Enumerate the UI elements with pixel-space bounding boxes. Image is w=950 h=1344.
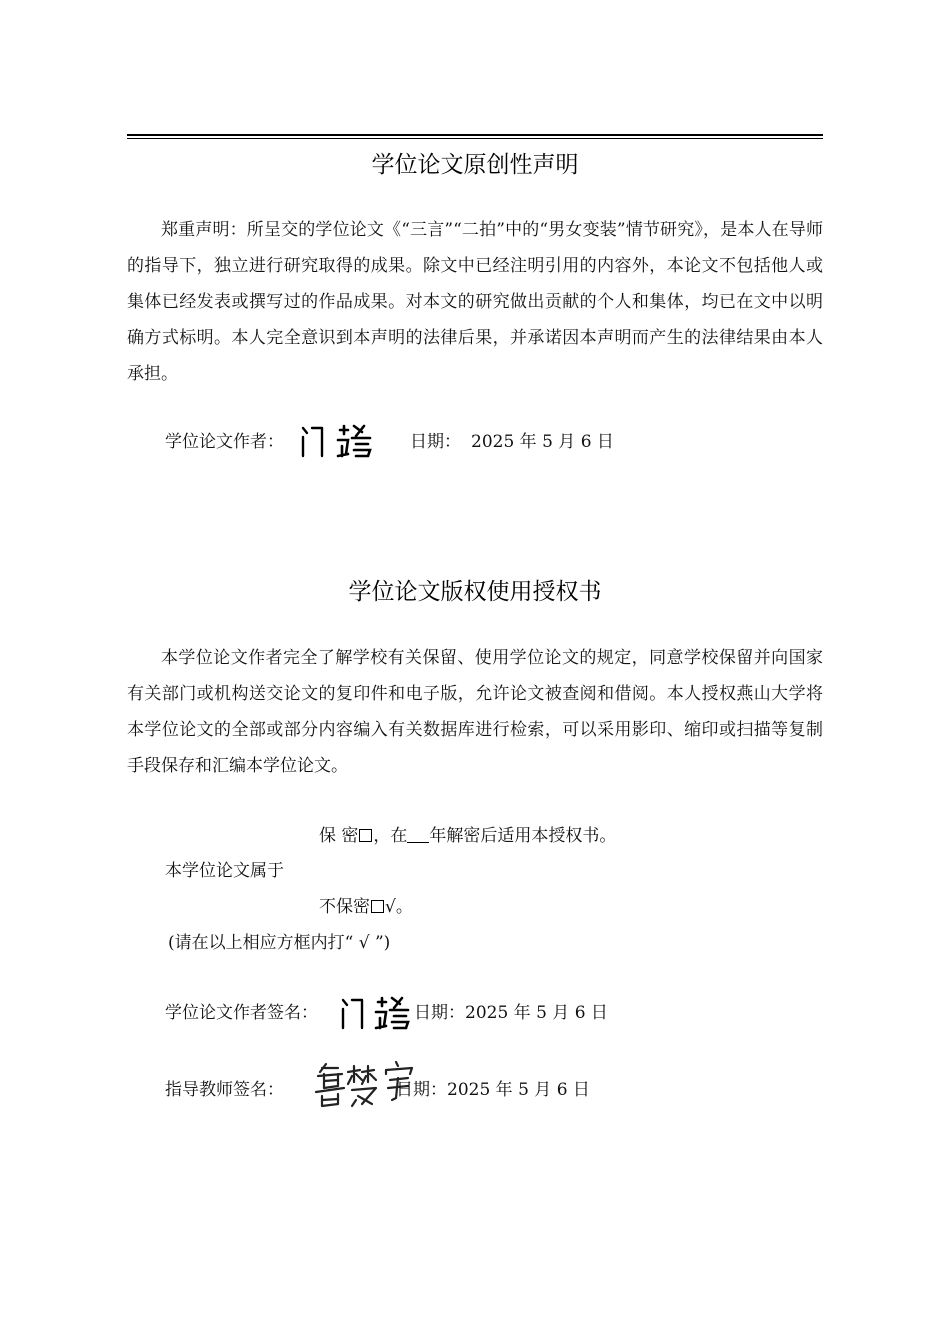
originality-author-label: 学位论文作者： [165, 432, 284, 452]
secret-years-blank[interactable] [407, 826, 429, 843]
nonsecret-label: 不保密 [319, 897, 370, 917]
top-double-rule-thin [127, 138, 823, 139]
author-signature-image-2 [338, 992, 414, 1032]
checkbox-instruction: (请在以上相应方框内打“ √ ”) [168, 933, 391, 953]
secret-checkbox[interactable] [359, 829, 372, 842]
top-double-rule [127, 134, 823, 136]
authorization-statement: 本学位论文作者完全了解学校有关保留、使用学位论文的规定，同意学校保留并向国家有关部门或机构送交论文的复印件和电子版，允许论文被查阅和借阅。本人授权燕山大学将本学位论文的全部或部分内容编入有关数据库进行检索，可以采用影印、缩印或扫描等复制手段保存和汇编本学位论文。 [127, 648, 823, 776]
author-signature-image [298, 420, 378, 460]
author-sign-label: 学位论文作者签名： [165, 1003, 318, 1023]
secret-option [319, 824, 616, 848]
nonsecret-checkbox[interactable] [371, 900, 384, 913]
originality-statement: 郑重声明：所呈交的学位论文《“三言”“二拍”中的“男女变装”情节研究》，是本人在导师的指导下，独立进行研究取得的成果。除文中已经注明引用的内容外，本论文不包括他人或集体已经发表或撰写过的作品成果。对本文的研究做出贡献的个人和集体，均已在文中以明确方式标明。本人完全意识到本声明的法律后果，并承诺因本声明而产生的法律结果由本人承担。 [127, 220, 823, 384]
originality-date: 2025 年 5 月 6 日 [471, 432, 614, 452]
secret-suffix: 年解密后适用本授权书。 [429, 826, 617, 846]
nonsecret-check: √。 [385, 897, 413, 917]
authorization-title: 学位论文版权使用授权书 [348, 579, 602, 605]
advisor-sign-label: 指导教师签名： [165, 1080, 284, 1100]
originality-title: 学位论文原创性声明 [371, 152, 579, 178]
secret-label: 保 密 [319, 826, 359, 846]
belongs-label: 本学位论文属于 [165, 861, 284, 881]
nonsecret-option [319, 895, 413, 919]
author-sign-date: 日期：2025 年 5 月 6 日 [414, 1003, 608, 1023]
advisor-sign-date: 日期：2025 年 5 月 6 日 [396, 1080, 590, 1100]
originality-date-label: 日期： [410, 432, 461, 452]
secret-mid: ，在 [373, 826, 408, 846]
